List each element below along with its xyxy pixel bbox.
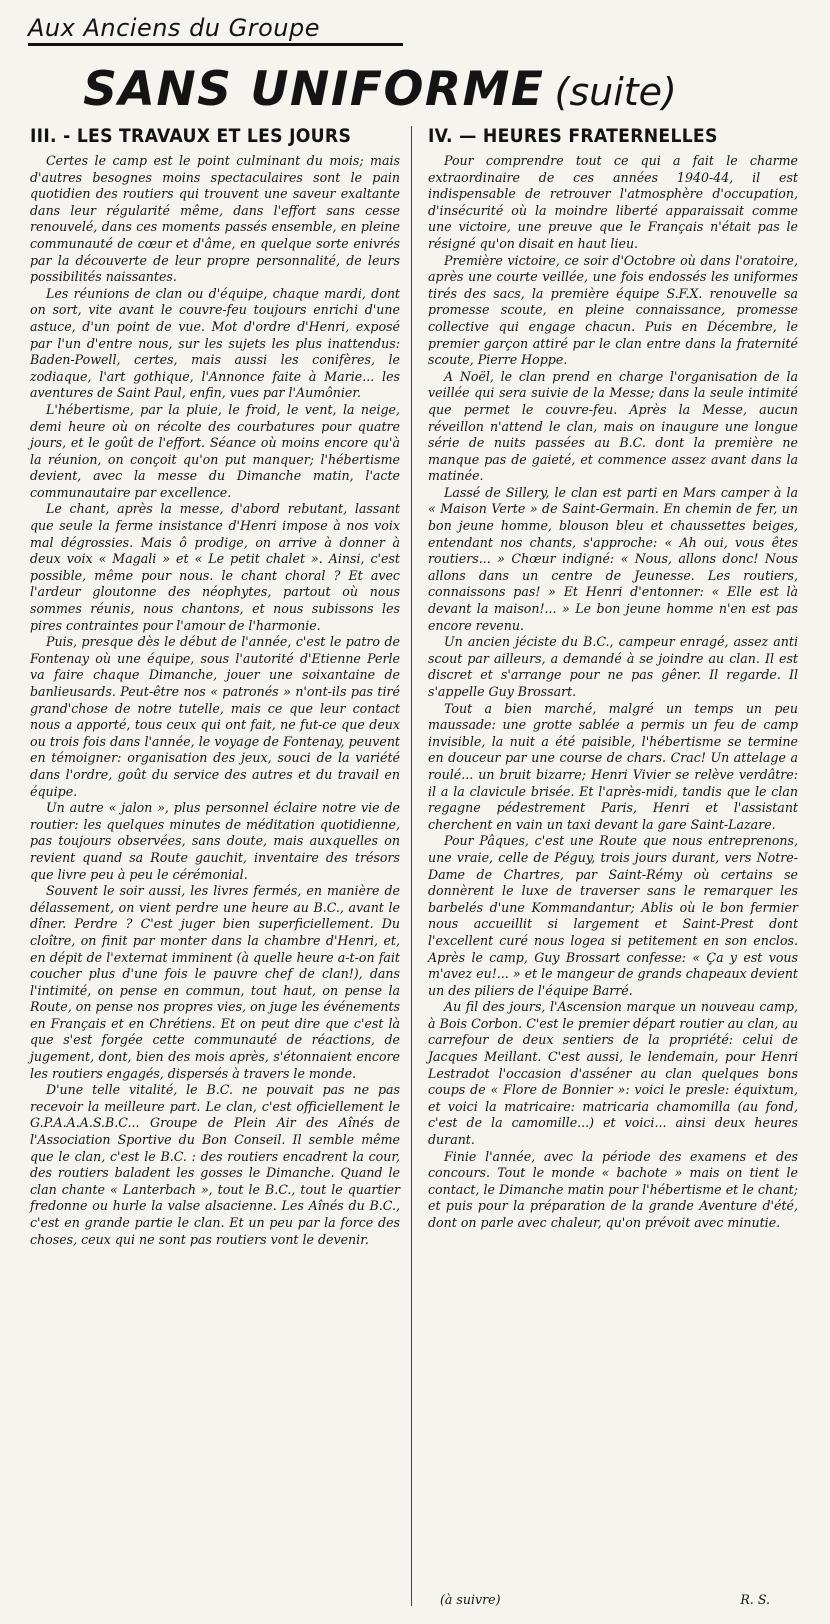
paragraph: Lassé de Sillery, le clan est parti en Mars camper à la « Maison Verte » de Saint-Germain. En chemin de fer, un bon jeune homme, blouson bleu et chaussettes beiges, entendant nos chants, s'approche: « Ah oui, vous êtes routiers... » Chœur indigné: « Nous, allons donc! Nous allons dans un centre de Jeunesse. Les routiers, connaissons pas! » Et Henri d'entonner: « Elle est là devant la maison!... » Le bon jeune homme n'en est pas encore revenu. [428, 484, 798, 633]
article-footer [440, 1592, 770, 1607]
paragraph: Première victoire, ce soir d'Octobre où dans l'oratoire, après une courte veillée, une fois endossés les uniformes tirés des sacs, la première équipe S.F.X. renouvelle sa promesse scoute, en pleine connaissance, promesse collective qui engage chacun. Puis en Décembre, le premier garçon attiré par le clan entre dans la fraternité scoute, Pierre Hoppe. [428, 252, 798, 368]
left-column [30, 126, 400, 1248]
article-headline [30, 62, 730, 117]
section-kicker: Aux Anciens du Groupe [28, 14, 403, 46]
left-column-heading: III. - LES TRAVAUX ET LES JOURS [30, 126, 352, 147]
paragraph: L'hébertisme, par la pluie, le froid, le vent, la neige, demi heure où on récolte des courbatures pour quatre jours, et le goût de l'effort. Séance où moins encore qu'à la réunion, on conçoit qu'on put manquer; l'hébertisme devient, avec la messe du Dimanche matin, l'acte communautaire par excellence. [30, 401, 400, 500]
headline-title: SANS UNIFORME [83, 62, 545, 117]
paragraph: Souvent le soir aussi, les livres fermés, en manière de délassement, on vient perdre une heure au B.C., avant le dîner. Perdre ? C'est juger bien superficiellement. Du cloître, on finit par monter dans la chambre d'Henri, et, en dépit de l'externat imminent (à quelle heure a-t-on fait coucher plus d'une fois le pauvre chef de clan!), dans l'intimité, on pense en commun, tout haut, on pense la Route, on pense nos propres vies, on juge les événements en Français et en Chrétiens. Et on peut dire que c'est là que s'est forgée cette communauté de réactions, de jugement, dont, bien des mois après, s'étonnaient encore les routiers engagés, dispersés à travers le monde. [30, 883, 400, 1081]
author-signature: R. S. [740, 1592, 770, 1607]
headline-suffix: (suite) [554, 70, 677, 114]
continued-note: (à suivre) [440, 1592, 501, 1607]
paragraph: A Noël, le clan prend en charge l'organisation de la veillée qui sera suivie de la Messe; dans la seule intimité que permet le couvre-feu. Après la Messe, aucun réveillon n'attend le clan, mais on inaugure une longue série de nuits passées au B.C. dont la première ne manque pas de gaieté, et commence assez avant dans la matinée. [428, 368, 798, 484]
paragraph: Un autre « jalon », plus personnel éclaire notre vie de routier: les quelques minutes de méditation quotidienne, pas toujours observées, sans doute, mais auxquelles on revient quand sa Route gauchit, inventaire des trésors que livre peu à peu le cérémonial. [30, 800, 400, 882]
paragraph: Tout a bien marché, malgré un temps un peu maussade: une grotte sablée a permis un feu de camp invisible, la nuit a été paisible, l'hébertisme se termine en douceur par une course de chars. Crac! Un attelage a roulé... un bruit bizarre; Henri Vivier se relève verdâtre: il a la clavicule brisée. Et l'après-midi, tandis que le clan regagne pédestrement Paris, Henri et l'assistant cherchent en vain un taxi devant la gare Saint-Lazare. [428, 700, 798, 832]
paragraph: Un ancien jéciste du B.C., campeur enragé, assez anti scout par ailleurs, a demandé à se joindre au clan. Il est discret et s'arrange pour ne pas gêner. Il regarde. Il s'appelle Guy Brossart. [428, 634, 798, 699]
paragraph: Les réunions de clan ou d'équipe, chaque mardi, dont on sort, vite avant le couvre-feu toujours enrichi d'une astuce, d'un point de vue. Mot d'ordre d'Henri, exposé par l'un d'entre nous, sur les sujets les plus inattendus: Baden-Powell, certes, mais aussi les conifères, le zodiaque, l'art gothique, l'Annonce faite à Marie... les aventures de Saint Paul, enfin, vues par l'Aumônier. [30, 285, 400, 401]
column-divider [411, 126, 412, 1606]
right-column-heading: IV. — HEURES FRATERNELLES [428, 126, 718, 147]
right-column [428, 126, 798, 1232]
paragraph: Le chant, après la messe, d'abord rebutant, lassant que seule la ferme insistance d'Henri impose à nos voix mal dégrossies. Mais ô prodige, on arrive à donner à deux voix « Magali » et « Le petit chalet ». Ainsi, c'est possible, même pour nous. le chant choral ? Et avec l'ardeur gloutonne des néophytes, partout où nous sommes réunis, nous chantons, et nous subissons les pires contraintes pour l'amour de l'harmonie. [30, 501, 400, 633]
paragraph: Pour comprendre tout ce qui a fait le charme extraordinaire de ces années 1940-44, il est indispensable de retrouver l'atmosphère d'occupation, d'insécurité où la moindre liberté apparaissait comme une victoire, une preuve que le Français n'était pas le résigné qu'on disait en haut lieu. [428, 153, 798, 251]
paragraph: Puis, presque dès le début de l'année, c'est le patro de Fontenay où une équipe, sous l'autorité d'Etienne Perle va faire chaque Dimanche, jouer une soixantaine de banlieusards. Peut-être nos « patronés » n'ont-ils pas tiré grand'chose de notre tutelle, mais ce que leur contact nous a apporté, tous ceux qui ont fait, ne fut-ce que deux ou trois fois dans l'année, le voyage de Fontenay, peuvent en témoigner: organisation des jeux, souci de la variété dans l'ordre, goût du service des autres et du travail en équipe. [30, 634, 400, 799]
paragraph: D'une telle vitalité, le B.C. ne pouvait pas ne pas recevoir la meilleure part. Le clan, c'est officiellement le G.P.A.A.A.S.B.C... Groupe de Plein Air des Aînés de l'Association Sportive du Bon Conseil. Il semble même que le clan, c'est le B.C. : des routiers encadrent la cour, des routiers baladent les gosses le Dimanche. Quand le clan chante « Lanterbach », tout le B.C., tout le quartier fredonne ou hurle la valse alsacienne. Les Aînés du B.C., c'est en grande partie le clan. Et un peu par la force des choses, ceux qui ne sont pas routiers vont le devenir. [30, 1082, 400, 1247]
paragraph: Finie l'année, avec la période des examens et des concours. Tout le monde « bachote » mais on tient le contact, le Dimanche matin pour l'hébertisme et le chant; et puis pour la préparation de la grande Aventure d'été, dont on parle avec chaleur, qu'on prévoit avec minutie. [428, 1148, 798, 1230]
paragraph: Certes le camp est le point culminant du mois; mais d'autres besognes moins spectaculaires sont le pain quotidien des routiers qui trouvent une saveur exaltante dans leur régularité même, dans l'effort sans cesse renouvelé, dans ces moments passés ensemble, en pleine communauté de cœur et d'âme, en quelque sorte enivrés par la découverte de leur propre personnalité, de leurs possibilités naissantes. [30, 153, 400, 285]
paragraph: Pour Pâques, c'est une Route que nous entreprenons, une vraie, celle de Péguy, trois jours durant, vers Notre-Dame de Chartres, par Saint-Rémy où certains se donnèrent le luxe de traverser sans le remarquer les barbelés d'une Kommandantur; Ablis où le bon fermier nous accueillit si largement et Saint-Prest dont l'excellent curé nous logea si petitement en son enclos. Après le camp, Guy Brossart confesse: « Ça y est vous m'avez eu!... » et le mangeur de grands chapeaux devient un des piliers de l'équipe Barré. [428, 833, 798, 998]
paragraph: Au fil des jours, l'Ascension marque un nouveau camp, à Bois Corbon. C'est le premier départ routier au clan, au carrefour de deux sentiers de la propriété: celui de Jacques Meillant. C'est aussi, le lendemain, pour Henri Lestradot l'occasion d'asséner au clan quelques bons coups de « Flore de Bonnier »: voici le presle: équixtum, et voici la matricaire: matricaria chamomilla (au fond, c'est de la camomille...) et voici... ainsi deux heures durant. [428, 999, 798, 1148]
